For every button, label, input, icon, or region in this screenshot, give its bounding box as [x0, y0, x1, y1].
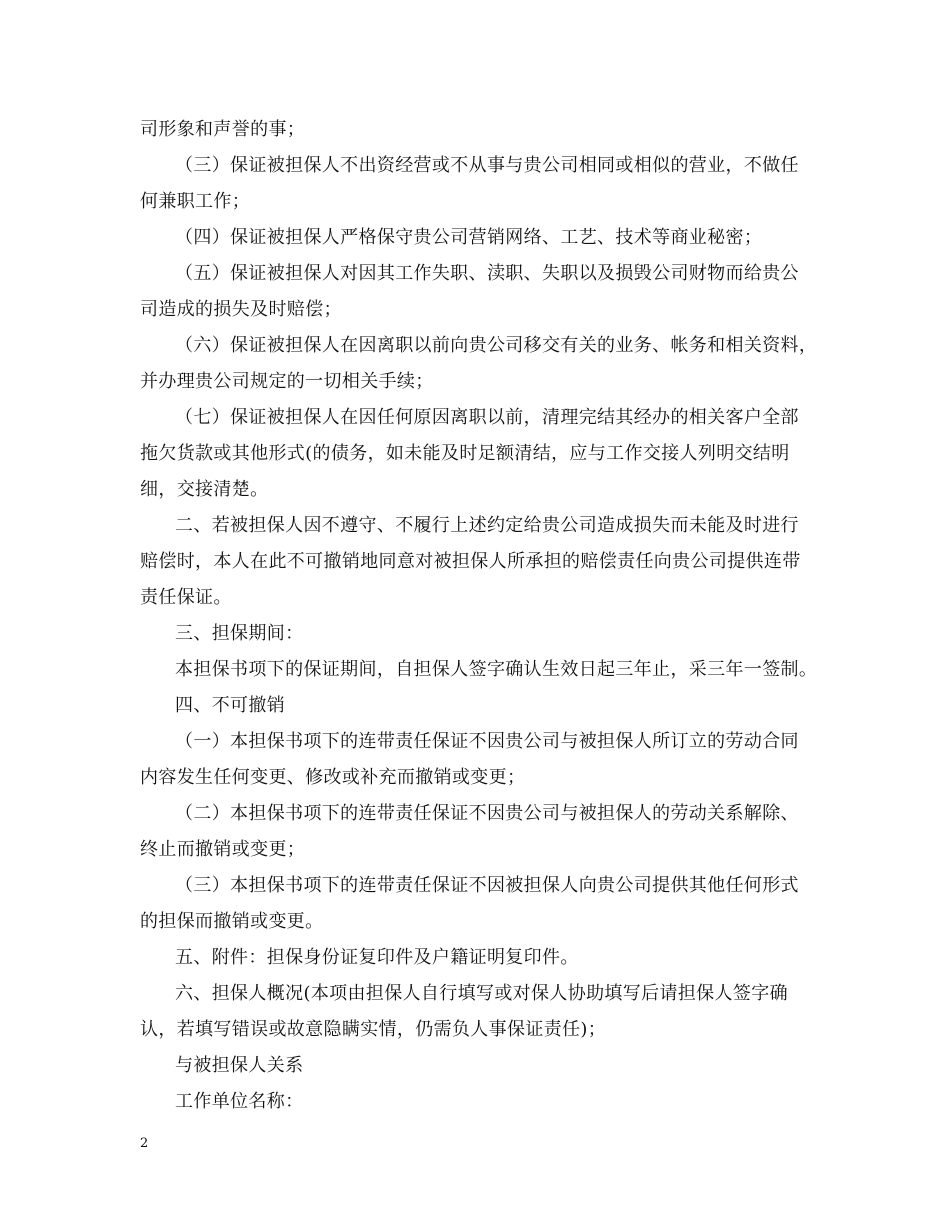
- text-line: （六）保证被担保人在因离职以前向贵公司移交有关的业务、帐务和相关资料，: [175, 335, 818, 356]
- text-line: 何兼职工作；: [140, 191, 251, 212]
- text-line: 的担保而撤销或变更。: [140, 911, 324, 932]
- text-line: （三）本担保书项下的连带责任保证不因被担保人向贵公司提供其他任何形式: [175, 875, 799, 896]
- text-line: 司造成的损失及时赔偿；: [140, 299, 342, 320]
- text-line: 终止而撤销或变更；: [140, 839, 306, 860]
- text-line: 二、若被担保人因不遵守、不履行上述约定给贵公司造成损失而未能及时进行: [175, 515, 799, 536]
- text-line: 本担保书项下的保证期间，自担保人签字确认生效日起三年止，采三年一签制。: [175, 659, 818, 680]
- form-label: 与被担保人关系: [175, 1055, 304, 1076]
- text-line: 赔偿时，本人在此不可撤销地同意对被担保人所承担的赔偿责任向贵公司提供连带: [140, 551, 801, 572]
- text-line: 责任保证。: [140, 587, 232, 608]
- text-line: 并办理贵公司规定的一切相关手续；: [140, 371, 434, 392]
- text-line: （一）本担保书项下的连带责任保证不因贵公司与被担保人所订立的劳动合同: [175, 731, 799, 752]
- text-line: 认，若填写错误或故意隐瞒实情，仍需负人事保证责任)；: [140, 1019, 607, 1040]
- section-heading: 四、不可撤销: [175, 695, 286, 716]
- text-line: （五）保证被担保人对因其工作失职、渎职、失职以及损毁公司财物而给贵公: [175, 263, 799, 284]
- text-line: （七）保证被担保人在因任何原因离职以前，清理完结其经办的相关客户全部: [175, 407, 799, 428]
- text-line: 内容发生任何变更、修改或补充而撤销或变更；: [140, 767, 526, 788]
- text-line: 司形象和声誉的事；: [140, 119, 306, 140]
- text-line: （三）保证被担保人不出资经营或不从事与贵公司相同或相似的营业，不做任: [175, 155, 799, 176]
- form-label: 工作单位名称：: [175, 1091, 304, 1112]
- text-line: 五、附件：担保身份证复印件及户籍证明复印件。: [175, 947, 579, 968]
- text-line: （二）本担保书项下的连带责任保证不因贵公司与被担保人的劳动关系解除、: [175, 803, 799, 824]
- section-heading: 三、担保期间：: [175, 623, 304, 644]
- text-line: 细，交接清楚。: [140, 479, 269, 500]
- text-line: 拖欠货款或其他形式(的债务，如未能及时足额清结，应与工作交接人列明交结明: [140, 443, 790, 464]
- text-line: 六、担保人概况(本项由担保人自行填写或对保人协助填写后请担保人签字确: [175, 983, 788, 1004]
- page-number: 2: [140, 1136, 149, 1151]
- text-line: （四）保证被担保人严格保守贵公司营销网络、工艺、技术等商业秘密；: [175, 227, 763, 248]
